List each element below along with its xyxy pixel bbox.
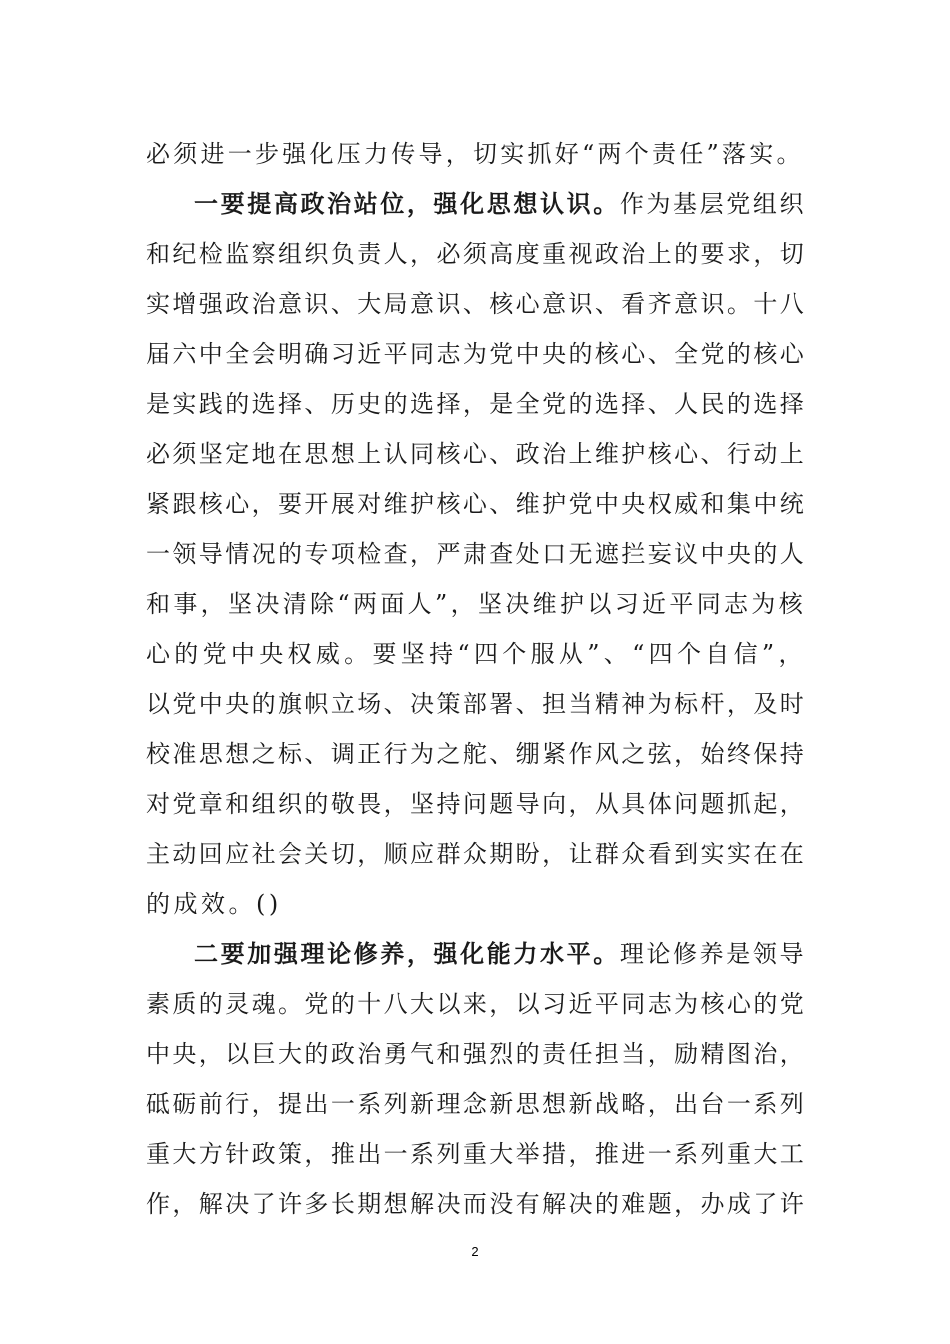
paragraph-heading-line: [194, 179, 806, 229]
section-heading-2: 二要加强理论修养，强化能力水平。: [194, 939, 620, 968]
body-line: 重大方针政策，推出一系列重大举措，推进一系列重大工: [146, 1140, 806, 1168]
body-line: 心的党中央权威。要坚持“四个服从”、“四个自信”，: [146, 640, 806, 668]
body-text: 理论修养是领导: [619, 940, 807, 968]
body-line: 中央，以巨大的政治勇气和强烈的责任担当，励精图治，: [146, 1040, 806, 1068]
page-number: 2: [471, 1244, 479, 1259]
paragraph-heading-line: [194, 929, 806, 979]
body-line: 的成效。(): [146, 890, 282, 918]
body-line: 必须进一步强化压力传导，切实抓好“两个责任”落实。: [146, 140, 804, 168]
body-line: 校准思想之标、调正行为之舵、绷紧作风之弦，始终保持: [146, 740, 806, 768]
body-line: 以党中央的旗帜立场、决策部署、担当精神为标杆，及时: [146, 690, 806, 718]
body-line: 和纪检监察组织负责人，必须高度重视政治上的要求，切: [146, 240, 806, 268]
body-line: 主动回应社会关切，顺应群众期盼，让群众看到实实在在: [146, 840, 806, 868]
body-text: 作为基层党组织: [619, 190, 807, 218]
body-line: 砥砺前行，提出一系列新理念新思想新战略，出台一系列: [146, 1090, 806, 1118]
body-line: 一领导情况的专项检查，严肃查处口无遮拦妄议中央的人: [146, 540, 806, 568]
body-line: 和事，坚决清除“两面人”，坚决维护以习近平同志为核: [146, 590, 806, 618]
body-line: 作，解决了许多长期想解决而没有解决的难题，办成了许: [146, 1190, 806, 1218]
section-heading-1: 一要提高政治站位，强化思想认识。: [194, 189, 620, 218]
body-line: 届六中全会明确习近平同志为党中央的核心、全党的核心: [146, 340, 806, 368]
body-line: 实增强政治意识、大局意识、核心意识、看齐意识。十八: [146, 290, 806, 318]
body-line: 紧跟核心，要开展对维护核心、维护党中央权威和集中统: [146, 490, 806, 518]
body-line: 对党章和组织的敬畏，坚持问题导向，从具体问题抓起，: [146, 790, 806, 818]
body-line: 是实践的选择、历史的选择，是全党的选择、人民的选择: [146, 390, 806, 418]
body-line: 素质的灵魂。党的十八大以来，以习近平同志为核心的党: [146, 990, 806, 1018]
body-line: 必须坚定地在思想上认同核心、政治上维护核心、行动上: [146, 440, 806, 468]
